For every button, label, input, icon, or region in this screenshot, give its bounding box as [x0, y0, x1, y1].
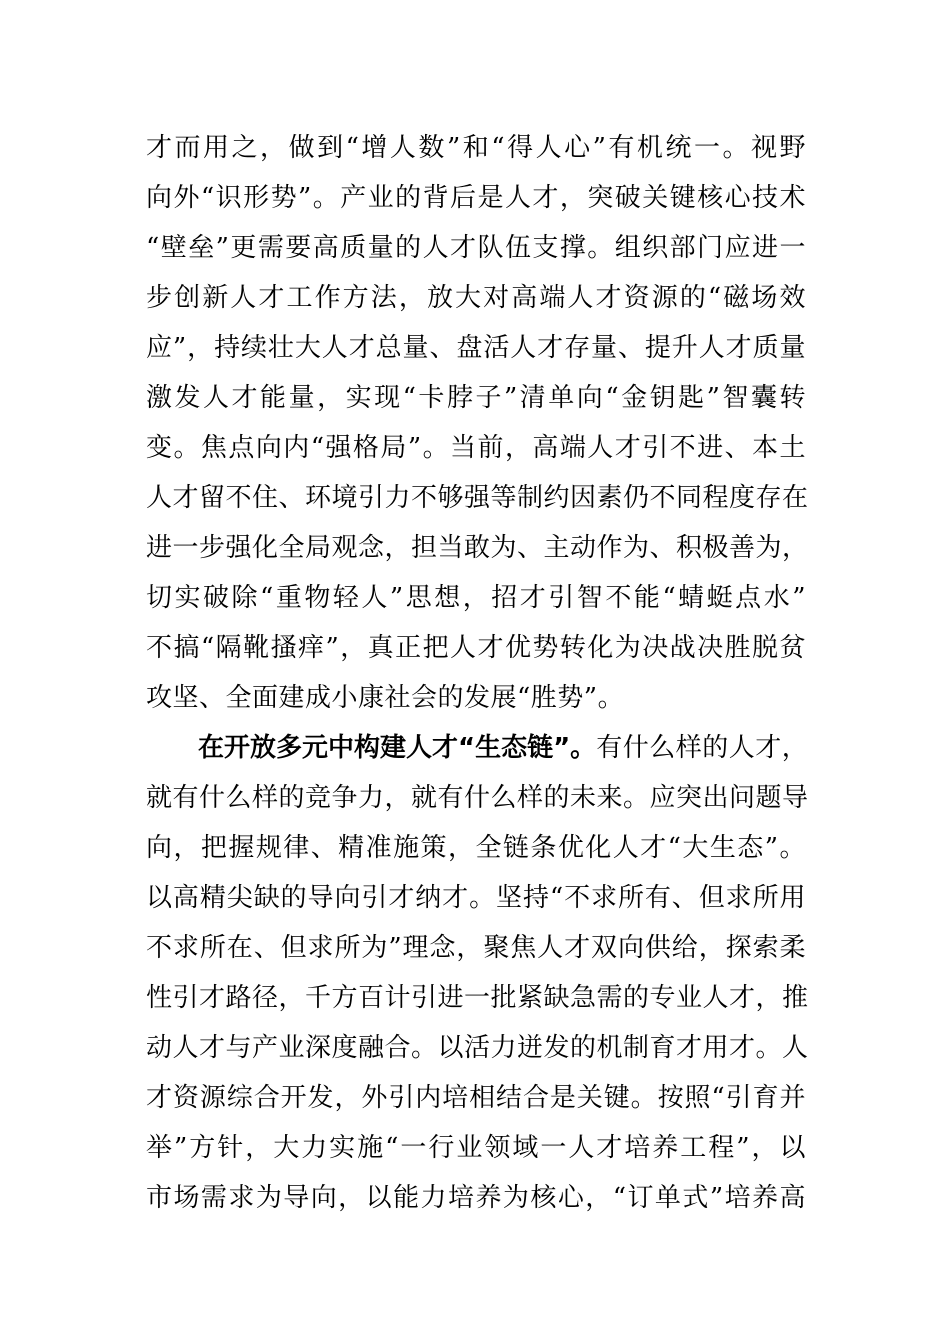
paragraph-1 — [146, 123, 809, 723]
text-line: 进一步强化全局观念，担当敢为、主动作为、积极善为， — [146, 533, 809, 563]
text-line: 步创新人才工作方法，放大对高端人才资源的“磁场效 — [146, 283, 806, 313]
text-line: 不求所在、但求所为”理念，聚焦人才双向供给，探索柔 — [146, 933, 806, 963]
text-line: 变。焦点向内“强格局”。当前，高端人才引不进、本土 — [146, 433, 806, 463]
document-page — [146, 123, 809, 1223]
text-line: 性引才路径，千方百计引进一批紧缺急需的专业人才，推 — [146, 983, 809, 1013]
text-line: “壁垒”更需要高质量的人才队伍支撑。组织部门应进一 — [146, 233, 806, 263]
text-line: 市场需求为导向，以能力培养为核心，“订单式”培养高 — [146, 1183, 806, 1213]
text-line: 不搞“隔靴搔痒”，真正把人才优势转化为决战决胜脱贫 — [146, 633, 806, 663]
text-span: 有什么样的人才， — [596, 733, 809, 763]
text-line: 人才留不住、环境引力不够强等制约因素仍不同程度存在 — [146, 483, 809, 513]
text-line: 才而用之，做到“增人数”和“得人心”有机统一。视野 — [146, 133, 806, 163]
text-line: 就有什么样的竞争力，就有什么样的未来。应突出问题导 — [146, 783, 809, 813]
text-line: 应”，持续壮大人才总量、盘活人才存量、提升人才质量 — [146, 333, 806, 363]
text-line: 才资源综合开发，外引内培相结合是关键。按照“引育并 — [146, 1083, 806, 1113]
text-line: 动人才与产业深度融合。以活力迸发的机制育才用才。人 — [146, 1033, 809, 1063]
text-line: 向，把握规律、精准施策，全链条优化人才“大生态”。 — [146, 833, 806, 863]
text-line: 举”方针，大力实施“一行业领域一人才培养工程”，以 — [146, 1133, 806, 1163]
paragraph-2 — [146, 723, 809, 1223]
text-line: 向外“识形势”。产业的背后是人才，突破关键核心技术 — [146, 183, 806, 213]
text-line: 攻坚、全面建成小康社会的发展“胜势”。 — [146, 683, 625, 713]
paragraph-heading: 在开放多元中构建人才“生态链”。 — [198, 733, 597, 763]
text-line: 以高精尖缺的导向引才纳才。坚持“不求所有、但求所用 — [146, 883, 806, 913]
text-line: 切实破除“重物轻人”思想，招才引智不能“蜻蜓点水” — [146, 583, 806, 613]
paragraph-first-line — [146, 723, 809, 773]
text-line: 激发人才能量，实现“卡脖子”清单向“金钥匙”智囊转 — [146, 383, 806, 413]
